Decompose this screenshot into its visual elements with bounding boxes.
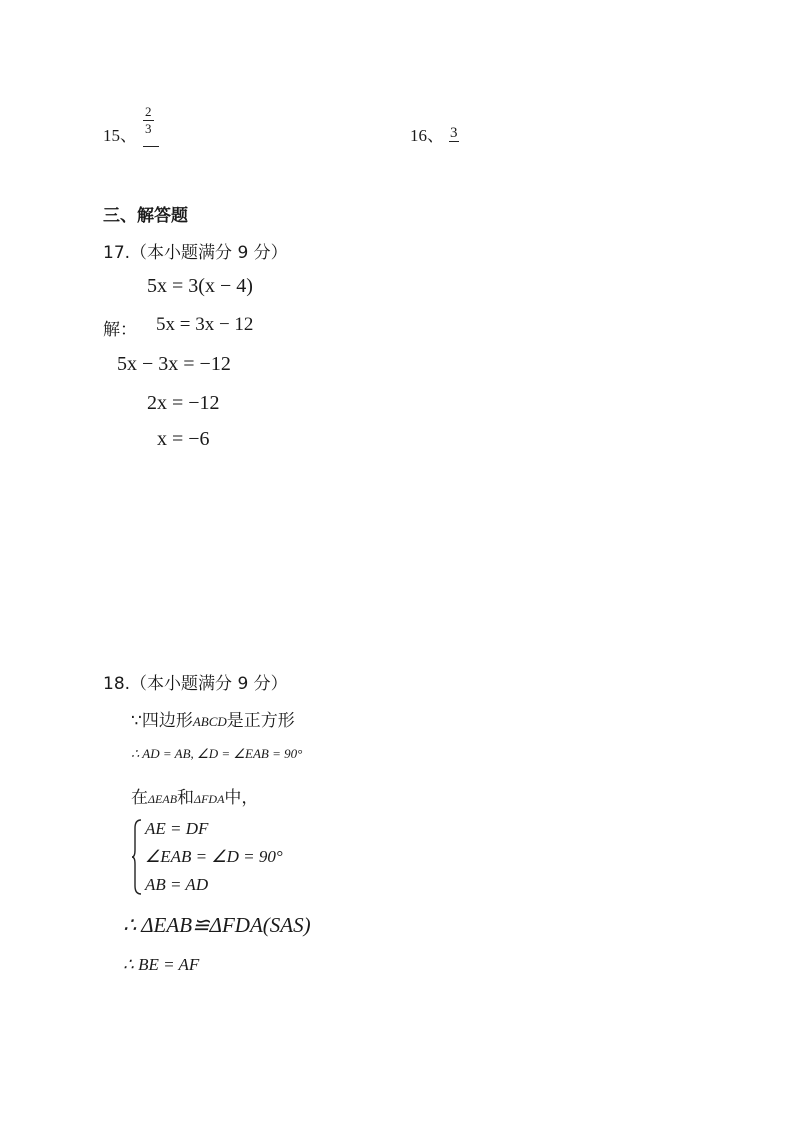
q16-value: 3 bbox=[450, 125, 458, 141]
q15-label: 15、 bbox=[103, 126, 137, 145]
q17-step3: 2x = −12 bbox=[147, 392, 220, 414]
brace-line-1: AE = DF bbox=[145, 819, 209, 838]
q15-denominator: 3 bbox=[145, 121, 152, 136]
q18-line1-abcd: ABCD bbox=[192, 714, 227, 729]
q18-line1-prefix: ∵四边形 bbox=[131, 711, 193, 731]
left-brace-icon bbox=[131, 818, 143, 896]
q17-step2: 5x − 3x = −12 bbox=[117, 353, 231, 375]
q16-answer bbox=[449, 125, 459, 142]
q18-line3-tri1: ΔEAB bbox=[148, 792, 178, 806]
q18-line3-and: 和 bbox=[177, 788, 195, 808]
q18-line3-tri2: ΔFDA bbox=[194, 792, 225, 806]
brace-line-2: ∠EAB = ∠D = 90° bbox=[145, 847, 283, 866]
q17-header: 17.（本小题满分 9 分） bbox=[103, 243, 288, 263]
q17-solve-label: 解： bbox=[103, 320, 137, 340]
q15-numerator: 2 bbox=[145, 104, 152, 119]
q17-problem: 5x = 3(x − 4) bbox=[147, 275, 253, 297]
section-title: 三、解答题 bbox=[103, 206, 188, 226]
q18-line3 bbox=[131, 783, 258, 808]
q17-step1: 5x = 3x − 12 bbox=[156, 314, 254, 335]
q16-label: 16、 bbox=[410, 126, 444, 145]
brace-line-3: AB = AD bbox=[145, 875, 209, 894]
q18-line3-suffix: 中， bbox=[224, 788, 259, 808]
q15-answer-underline bbox=[143, 146, 159, 147]
q15-answer bbox=[143, 104, 154, 137]
q18-conclusion: ∴ BE = AF bbox=[123, 955, 200, 974]
q18-line3-prefix: 在 bbox=[131, 788, 148, 808]
q18-line1 bbox=[131, 706, 295, 731]
q17-step4: x = −6 bbox=[157, 428, 210, 450]
q18-congruence: ∴ ΔEAB≌ΔFDA(SAS) bbox=[123, 913, 311, 937]
q18-line2: ∴ AD = AB, ∠D = ∠EAB = 90° bbox=[131, 746, 303, 761]
q18-line1-suffix: 是正方形 bbox=[226, 711, 295, 731]
q18-header: 18.（本小题满分 9 分） bbox=[103, 674, 288, 694]
left-brace bbox=[131, 818, 141, 896]
q15-fraction bbox=[143, 104, 154, 137]
